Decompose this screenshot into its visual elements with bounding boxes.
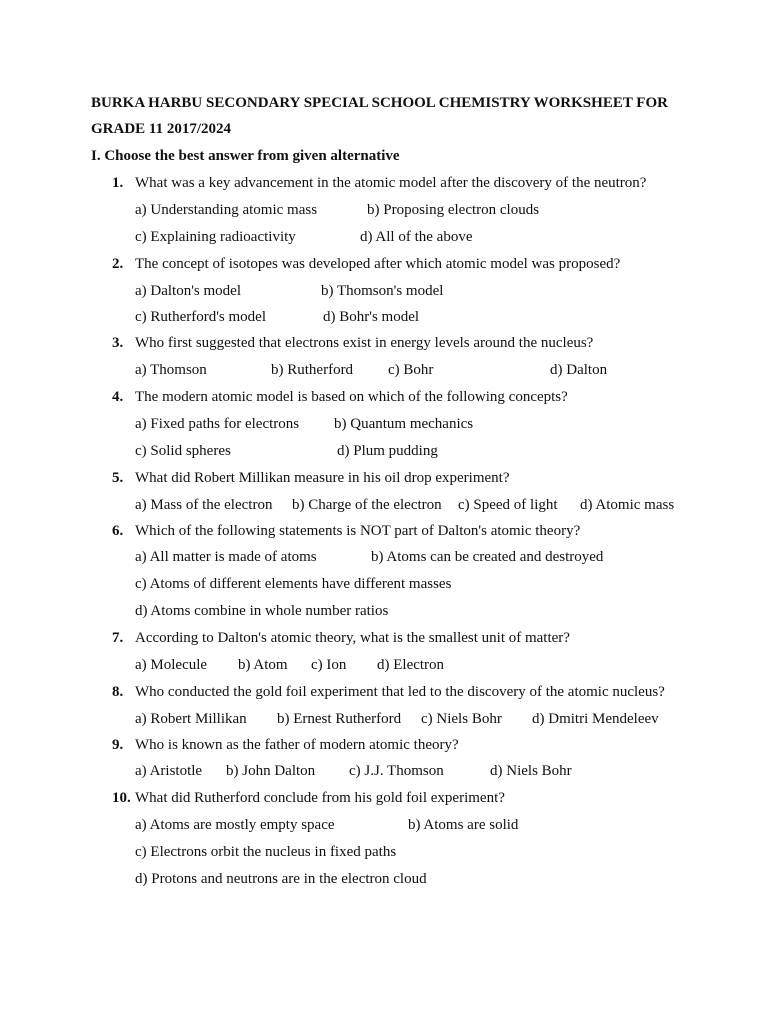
option-d: d) Protons and neutrons are in the electron cloud xyxy=(135,871,427,887)
option-a: a) Aristotle xyxy=(135,763,203,779)
question-text: Who first suggested that electrons exist in energy levels around the nucleus? xyxy=(135,335,594,351)
option-d: d) Dalton xyxy=(550,362,608,378)
question-text: The modern atomic model is based on which of the following concepts? xyxy=(135,389,568,405)
question-text: Which of the following statements is NOT part of Dalton's atomic theory? xyxy=(135,523,581,539)
question-number: 4. xyxy=(112,389,124,405)
option-b: b) Proposing electron clouds xyxy=(367,202,540,218)
option-b: b) Quantum mechanics xyxy=(334,416,474,432)
question-text: According to Dalton's atomic theory, what is the smallest unit of matter? xyxy=(135,630,570,646)
option-c: c) Rutherford's model xyxy=(135,309,267,325)
question-number: 3. xyxy=(112,335,124,351)
option-c: c) Explaining radioactivity xyxy=(135,229,296,245)
question-text: Who is known as the father of modern atomic theory? xyxy=(135,737,459,753)
option-b: b) Rutherford xyxy=(271,362,354,378)
option-b: b) Thomson's model xyxy=(321,283,444,299)
option-d: d) Atoms combine in whole number ratios xyxy=(135,603,389,619)
question-text: The concept of isotopes was developed after which atomic model was proposed? xyxy=(135,256,621,272)
question-number: 7. xyxy=(112,630,124,646)
option-a: a) Robert Millikan xyxy=(135,711,247,727)
option-b: b) Ernest Rutherford xyxy=(277,711,402,727)
option-d: d) Bohr's model xyxy=(323,309,420,325)
option-a: a) Understanding atomic mass xyxy=(135,202,318,218)
option-b: b) John Dalton xyxy=(226,763,316,779)
option-c: c) Bohr xyxy=(388,362,434,378)
question-text: Who conducted the gold foil experiment that led to the discovery of the atomic nucleus? xyxy=(135,684,665,700)
question-number: 6. xyxy=(112,523,124,539)
question-text: What did Robert Millikan measure in his oil drop experiment? xyxy=(135,470,510,486)
option-a: a) Dalton's model xyxy=(135,283,242,299)
question-number: 2. xyxy=(112,256,124,272)
option-d: d) Electron xyxy=(377,657,445,673)
option-a: a) Thomson xyxy=(135,362,207,378)
option-a: a) Molecule xyxy=(135,657,208,673)
option-d: d) Atomic mass xyxy=(580,497,675,513)
option-c: c) Electrons orbit the nucleus in fixed paths xyxy=(135,844,397,860)
option-c: c) Ion xyxy=(311,657,347,673)
option-a: a) All matter is made of atoms xyxy=(135,549,317,565)
option-d: d) Niels Bohr xyxy=(490,763,572,779)
option-c: c) Speed of light xyxy=(458,497,558,513)
option-b: b) Atoms can be created and destroyed xyxy=(371,549,604,565)
option-a: a) Fixed paths for electrons xyxy=(135,416,300,432)
option-b: b) Charge of the electron xyxy=(292,497,442,513)
option-b: b) Atom xyxy=(238,657,288,673)
section-heading: I. Choose the best answer from given alternative xyxy=(91,148,400,164)
worksheet-title-line-1: BURKA HARBU SECONDARY SPECIAL SCHOOL CHEMISTRY WORKSHEET FOR xyxy=(91,95,668,111)
option-d: d) Dmitri Mendeleev xyxy=(532,711,659,727)
question-text: What did Rutherford conclude from his gold foil experiment? xyxy=(135,790,505,806)
question-text: What was a key advancement in the atomic model after the discovery of the neutron? xyxy=(135,175,647,191)
option-c: c) Solid spheres xyxy=(135,443,231,459)
question-number: 1. xyxy=(112,175,124,191)
option-c: c) Atoms of different elements have different masses xyxy=(135,576,452,592)
question-number: 8. xyxy=(112,684,124,700)
option-c: c) J.J. Thomson xyxy=(349,763,444,779)
option-b: b) Atoms are solid xyxy=(408,817,519,833)
option-d: d) Plum pudding xyxy=(337,443,438,459)
option-d: d) All of the above xyxy=(360,229,473,245)
question-number: 9. xyxy=(112,737,124,753)
question-number: 10. xyxy=(112,790,131,806)
option-a: a) Mass of the electron xyxy=(135,497,273,513)
option-c: c) Niels Bohr xyxy=(421,711,502,727)
question-number: 5. xyxy=(112,470,124,486)
option-a: a) Atoms are mostly empty space xyxy=(135,817,335,833)
worksheet-title-line-2: GRADE 11 2017/2024 xyxy=(91,121,232,137)
